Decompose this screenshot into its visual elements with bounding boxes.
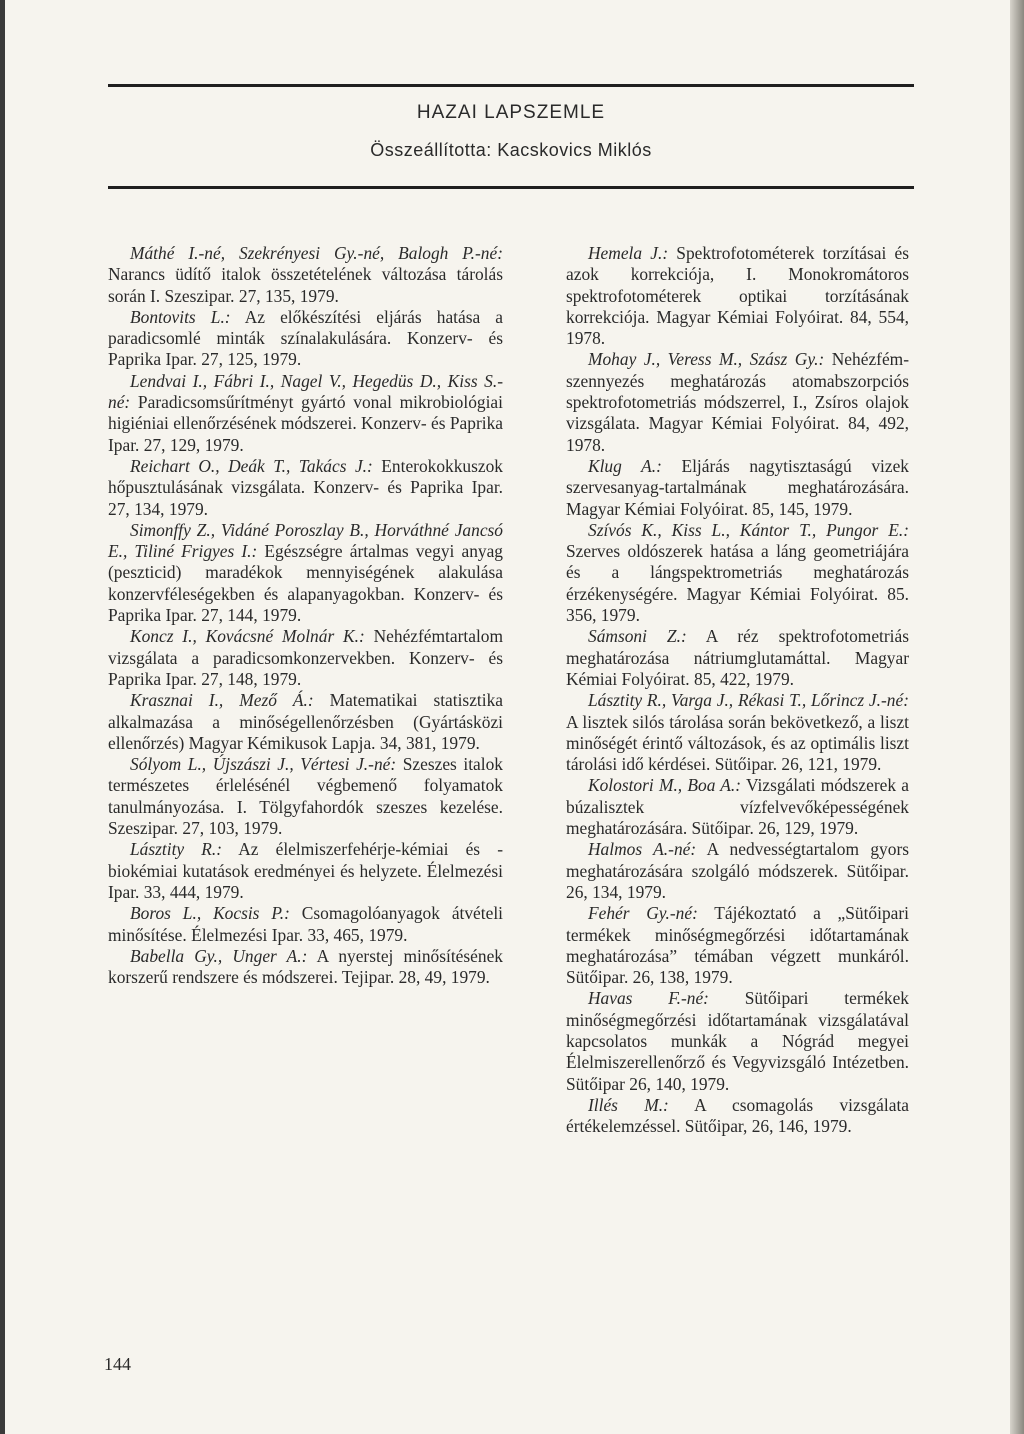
citation-authors: Illés M.: xyxy=(588,1094,669,1115)
citation-entry xyxy=(566,626,909,690)
citation-entry xyxy=(566,690,909,775)
citation-entry xyxy=(108,839,503,903)
citation-authors: Szívós K., Kiss L., Kántor T., Pungor E.: xyxy=(588,519,909,540)
citation-entry xyxy=(108,307,503,371)
citation-text: Nehézfémtartalom vizsgálata a paradicsomkonzervekben. Konzerv- és Paprika Ipar. 27, 148, 1979. xyxy=(108,626,503,689)
citation-authors: Reichart O., Deák T., Takács J.: xyxy=(130,455,373,476)
citation-text: Narancs üdítő italok összetételének változása tárolás során I. Szeszipar. 27, 135, 1979. xyxy=(108,264,503,306)
citation-authors: Lásztity R., Varga J., Rékasi T., Lőrincz J.-né: xyxy=(588,690,909,711)
citation-text: Egészségre ártalmas vegyi anyag (peszticid) maradékok mennyiségének alakulása konzervféleségekben és alapanyagokban. Konzerv- és Paprika Ipar. 27, 144, 1979. xyxy=(108,541,504,626)
left-column xyxy=(108,243,503,988)
citation-entry xyxy=(566,349,909,455)
citation-text: A nyerstej minősítésének korszerű rendszere és módszerei. Tejipar. 28, 49, 1979. xyxy=(108,945,504,988)
header-rule-bottom xyxy=(108,186,914,189)
citation-entry xyxy=(108,690,503,754)
citation-authors: Lásztity R.: xyxy=(130,839,223,860)
page-number: 144 xyxy=(104,1354,131,1374)
section-compiler: Összeállította: Kacskovics Miklós xyxy=(370,140,652,160)
citation-authors: Sámsoni Z.: xyxy=(588,626,687,647)
citation-entry xyxy=(566,1095,909,1138)
citation-authors: Boros L., Kocsis P.: xyxy=(130,903,290,924)
citation-entry xyxy=(566,988,909,1094)
citation-text: Nehézfém-szennyezés meghatározás atomabszorpciós spektrofotometriás módszerrel, I., Zsíros olajok vizsgálata. Magyar Kémiai Folyóirat. 84, 492, 1978. xyxy=(566,349,909,455)
citation-entry xyxy=(108,371,503,456)
citation-text: Az előkészítési eljárás hatása a paradicsomlé minták színalakulására. Konzerv- és Paprika Ipar. 27, 125, 1979. xyxy=(108,306,503,370)
citation-authors: Simonffy Z., Vidáné Poroszlay B., Horváthné Jancsó E., Tiliné Frigyes I.: xyxy=(108,519,503,562)
citation-text: Sütőipari termékek minőségmegőrzési időtartamának vizsgálatával kapcsolatos munkák a Nógrád megyei Élelmiszerellenőrző és Vegyvizsgáló Intézetben. Sütőipar 26, 140, 1979. xyxy=(566,988,909,1094)
citation-text: Enterokokkuszok hőpusztulásának vizsgálata. Konzerv- és Paprika Ipar. 27, 134, 1979. xyxy=(108,455,503,519)
citation-text: A csomagolás vizsgálata értékelemzéssel. Sütőipar, 26, 146, 1979. xyxy=(566,1094,909,1137)
header-rule-top xyxy=(108,84,914,87)
citation-text: A nedvességtartalom gyors meghatározására szolgáló módszerek. Sütőipar. 26, 134, 1979. xyxy=(566,839,910,902)
citation-entry xyxy=(566,775,909,839)
citation-entry xyxy=(566,903,909,988)
citation-authors: Mohay J., Veress M., Szász Gy.: xyxy=(588,349,825,370)
citation-entry xyxy=(108,456,503,520)
citation-authors: Kolostori M., Boa A.: xyxy=(588,775,742,796)
citation-text: Matematikai statisztika alkalmazása a minőségellenőrzésben (Gyártásközi ellenőrzés) Magyar Kémikusok Lapja. 34, 381, 1979. xyxy=(108,690,504,753)
citation-authors: Babella Gy., Unger A.: xyxy=(130,945,308,966)
citation-text: A lisztek silós tárolása során bekövetkező, a liszt minőségét érintő változások, és az optimális liszt tárolási idő kérdései. Sütőipar. 26, 121, 1979. xyxy=(566,711,909,775)
citation-entry xyxy=(566,839,909,903)
citation-authors: Klug A.: xyxy=(588,455,662,476)
citation-text: Szerves oldószerek hatása a láng geometriájára és a lángspektrometriás meghatározás érzékenységére. Magyar Kémiai Folyóirat. 85. 356, 1979. xyxy=(566,541,909,626)
citation-entry xyxy=(108,754,503,839)
citation-text: Tájékoztató a „Sütőipari termékek minőségmegőrzési időtartamának meghatározása” témában végzett munkáról. Sütőipar. 26, 138, 1979. xyxy=(566,903,909,988)
right-column xyxy=(566,243,909,1137)
citation-authors: Bontovits L.: xyxy=(130,306,231,327)
citation-authors: Krasznai I., Mező Á.: xyxy=(130,690,314,711)
citation-text: A réz spektrofotometriás meghatározása nátriumglutamáttal. Magyar Kémiai Folyóirat. 85, 422, 1979. xyxy=(566,626,909,689)
citation-entry xyxy=(108,520,503,626)
citation-entry xyxy=(108,243,503,307)
citation-entry xyxy=(108,946,503,989)
scan-edge-right xyxy=(1010,0,1024,1434)
citation-text: Az élelmiszerfehérje-kémiai és -biokémiai kutatások eredményei és helyzete. Élelmezési Ipar. 33, 444, 1979. xyxy=(108,839,503,902)
citation-authors: Lendvai I., Fábri I., Nagel V., Hegedüs D., Kiss S.-né: xyxy=(108,370,503,413)
citation-authors: Koncz I., Kovácsné Molnár K.: xyxy=(130,626,365,647)
citation-authors: Máthé I.-né, Szekrényesi Gy.-né, Balogh P.-né: xyxy=(130,243,503,263)
citation-entry xyxy=(566,456,909,520)
citation-authors: Fehér Gy.-né: xyxy=(588,903,698,924)
citation-entry xyxy=(108,626,503,690)
citation-authors: Sólyom L., Újszászi J., Vértesi J.-né: xyxy=(130,754,397,775)
citation-text: Eljárás nagytisztaságú vizek szervesanyag-tartalmának meghatározására. Magyar Kémiai Folyóirat. 85, 145, 1979. xyxy=(566,455,909,519)
section-title: HAZAI LAPSZEMLE xyxy=(416,102,606,123)
citation-text: Spektrofotométerek torzításai és azok korrekciója, I. Monokromátoros spektrofotométerek optikai torzításának korrekciója. Magyar Kémiai Folyóirat. 84, 554, 1978. xyxy=(566,243,909,349)
citation-entry xyxy=(108,903,503,946)
scan-edge-left xyxy=(0,0,5,1434)
citation-text: Paradicsomsűrítményt gyártó vonal mikrobiológiai higiéniai ellenőrzésének módszerei. Konzerv- és Paprika Ipar. 27, 129, 1979. xyxy=(108,392,503,455)
citation-text: Csomagolóanyagok átvételi minősítése. Élelmezési Ipar. 33, 465, 1979. xyxy=(108,903,503,945)
citation-entry xyxy=(566,520,909,626)
citation-text: Vizsgálati módszerek a búzalisztek vízfelvevőképességének meghatározására. Sütőipar. 26, 129, 1979. xyxy=(566,775,909,839)
citation-authors: Hemela J.: xyxy=(588,243,669,263)
citation-entry xyxy=(566,243,909,349)
citation-text: Szeszes italok természetes érlelésénél végbemenő folyamatok tanulmányozása. I. Tölgyfahordók szeszes kezelése. Szeszipar. 27, 103, 1979. xyxy=(108,754,503,839)
citation-authors: Halmos A.-né: xyxy=(588,839,697,860)
citation-authors: Havas F.-né: xyxy=(588,988,709,1009)
